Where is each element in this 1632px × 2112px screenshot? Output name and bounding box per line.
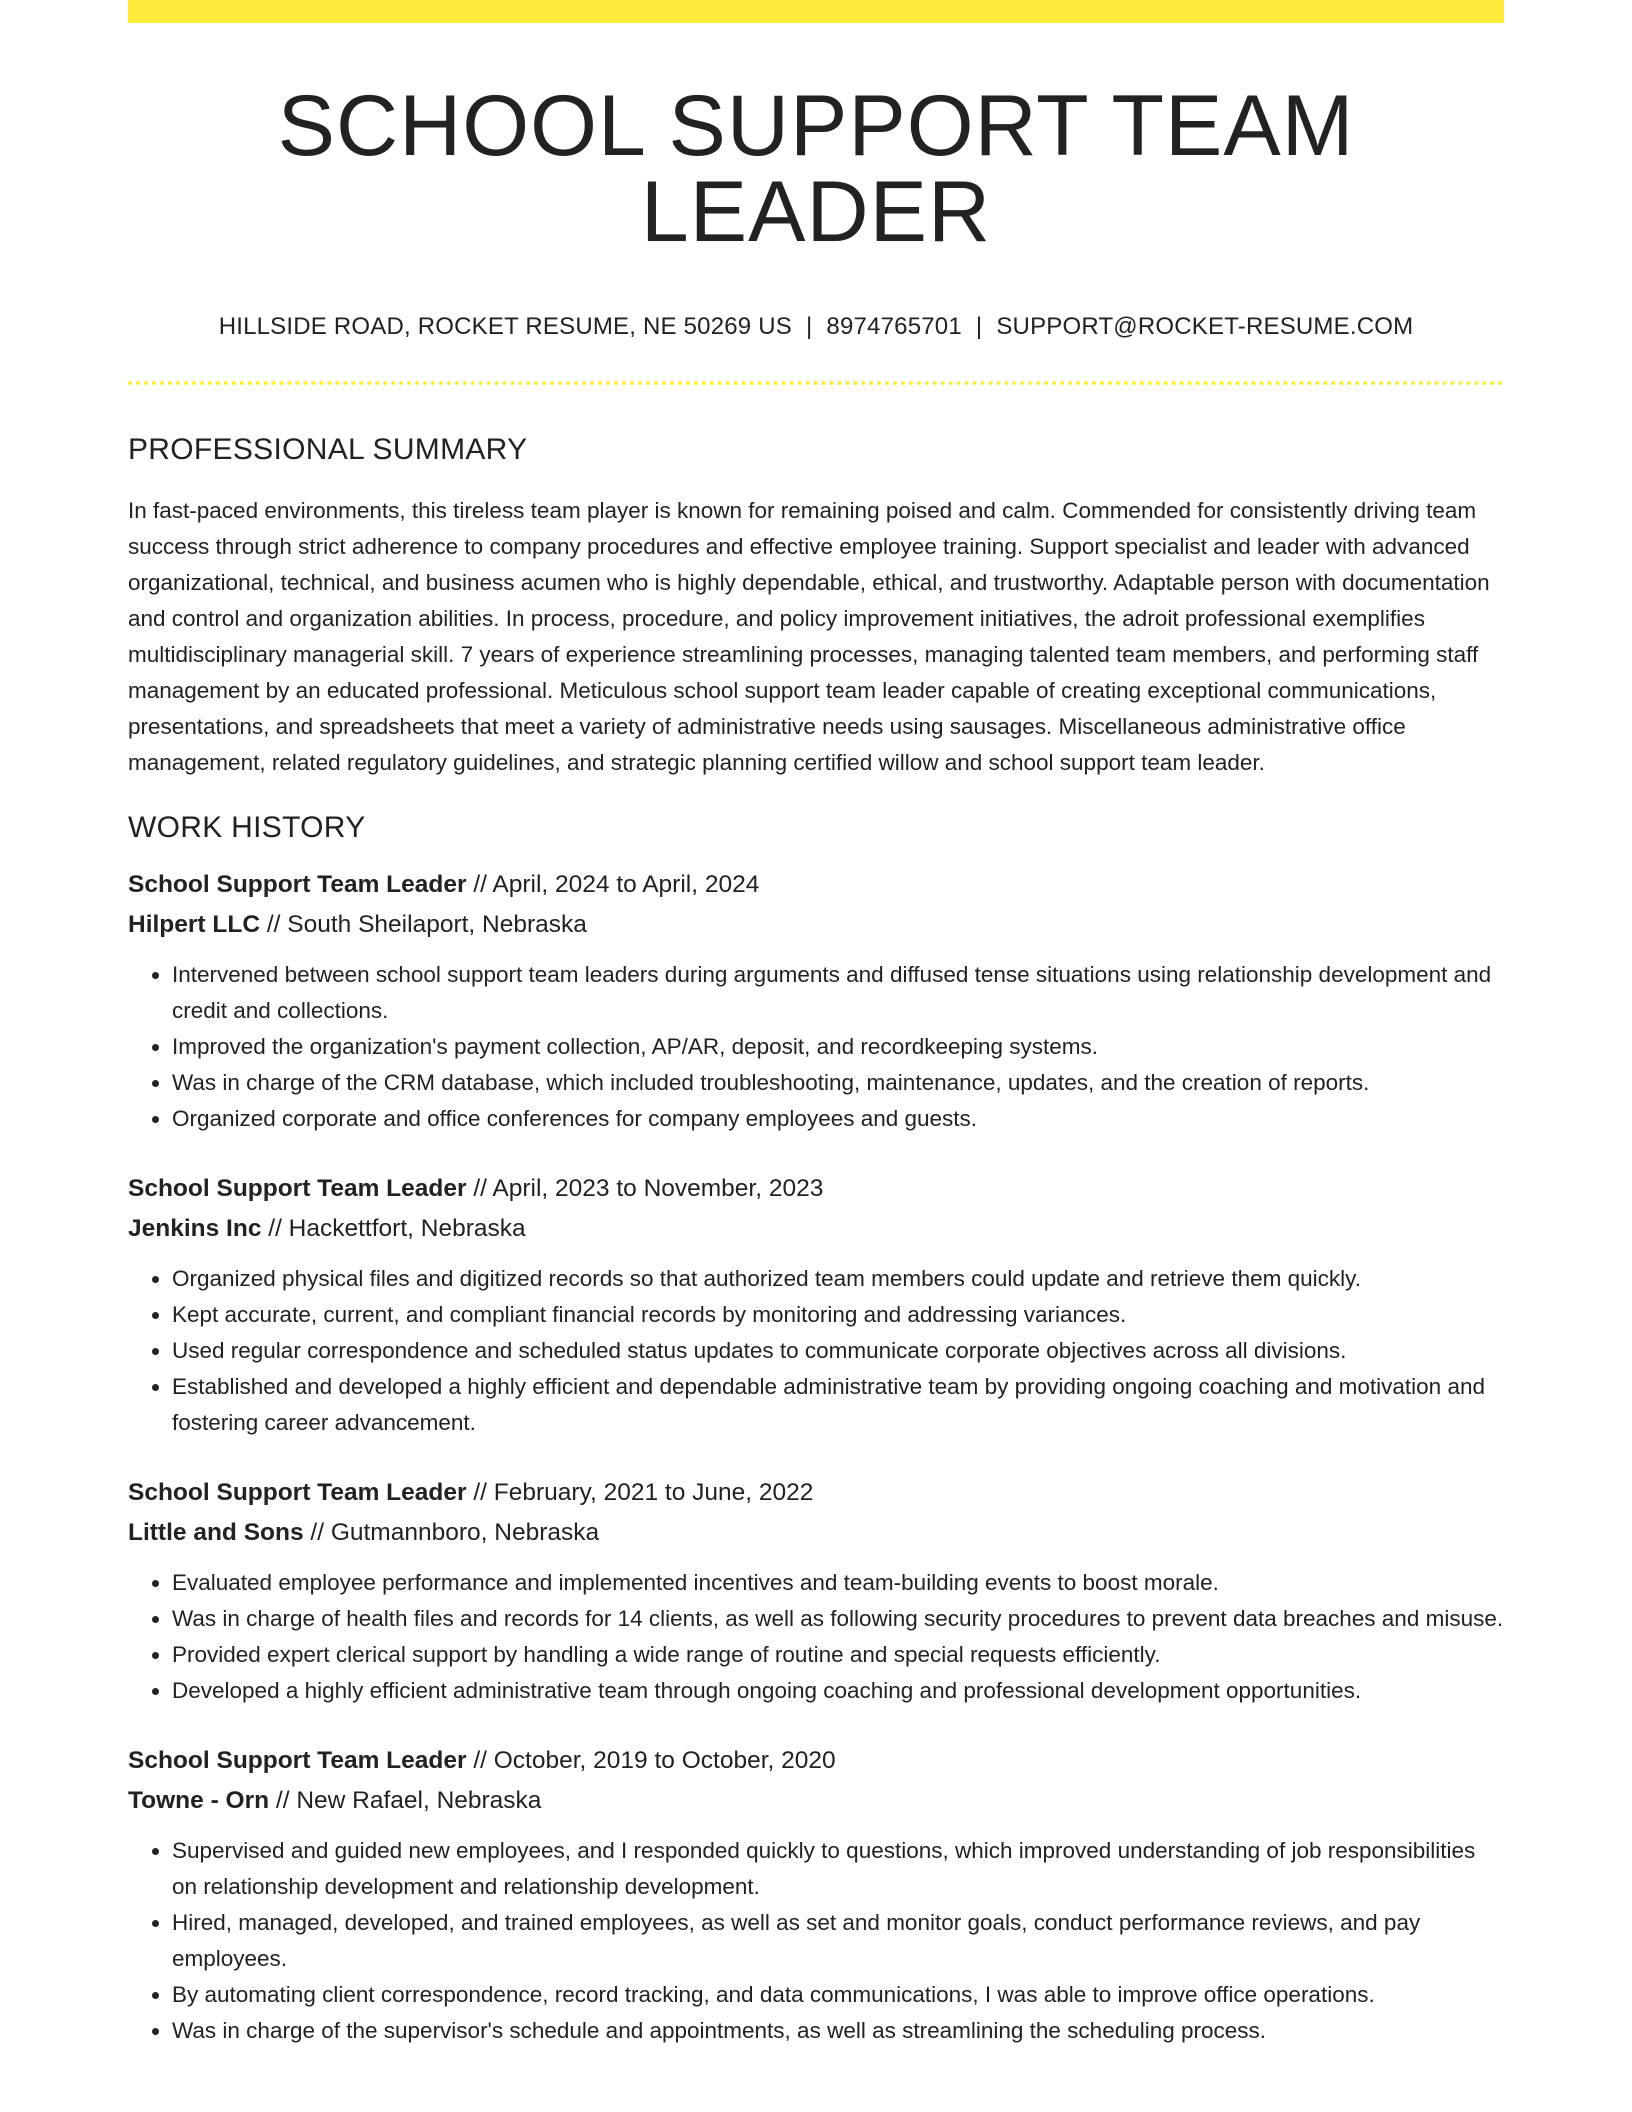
job-bullet: • Was in charge of the supervisor's schedule and appointments, as well as streamlining the scheduling process. xyxy=(172,2013,1504,2049)
contact-line xyxy=(128,313,1504,341)
job-bullet: • Was in charge of health files and records for 14 clients, as well as following security procedures to prevent data breaches and misuse. xyxy=(172,1601,1504,1637)
address: HILLSIDE ROAD, ROCKET RESUME, NE 50269 US xyxy=(218,313,792,340)
job-company-line xyxy=(128,1209,1504,1249)
job-role: School Support Team Leader xyxy=(128,1175,467,1202)
job-company-line xyxy=(128,1781,1504,1821)
job-bullet: • Developed a highly efficient administrative team through ongoing coaching and professional development opportunities. xyxy=(172,1673,1504,1709)
job-company: Jenkins Inc xyxy=(128,1215,262,1242)
contact-separator: | xyxy=(805,313,813,340)
resume-name: SCHOOL SUPPORT TEAM LEADER xyxy=(277,78,1355,260)
job-bullet: • Provided expert clerical support by handling a wide range of routine and special requests efficiently. xyxy=(172,1637,1504,1673)
work-history-heading: WORK HISTORY xyxy=(128,811,366,844)
summary-heading: PROFESSIONAL SUMMARY xyxy=(128,433,528,466)
job-bullet: • By automating client correspondence, record tracking, and data communications, I was able to improve office operations. xyxy=(172,1977,1504,2013)
job-location: // Gutmannboro, Nebraska xyxy=(303,1519,600,1546)
job-bullets xyxy=(128,1565,1504,1709)
job-bullet: • Used regular correspondence and scheduled status updates to communicate corporate objectives across all divisions. xyxy=(172,1333,1504,1369)
job-bullet: • Organized corporate and office conferences for company employees and guests. xyxy=(172,1101,1504,1137)
job-title-line xyxy=(128,1741,1504,1781)
job-bullet: • Intervened between school support team leaders during arguments and diffused tense situations using relationship development and credit and collections. xyxy=(172,957,1504,1029)
job-dates: // April, 2023 to November, 2023 xyxy=(466,1175,824,1202)
job-company-line xyxy=(128,1513,1504,1553)
job-dates: // October, 2019 to October, 2020 xyxy=(466,1747,836,1774)
job-title-line xyxy=(128,865,1504,905)
job-title-line xyxy=(128,1473,1504,1513)
job-bullet: • Improved the organization's payment collection, AP/AR, deposit, and recordkeeping systems. xyxy=(172,1029,1504,1065)
job-bullet: • Evaluated employee performance and implemented incentives and team-building events to boost morale. xyxy=(172,1565,1504,1601)
job-title-line xyxy=(128,1169,1504,1209)
job-bullet: • Supervised and guided new employees, and I responded quickly to questions, which improved understanding of job responsibilities on relationship development and relationship development. xyxy=(172,1833,1504,1905)
job-role: School Support Team Leader xyxy=(128,1747,467,1774)
job-dates: // April, 2024 to April, 2024 xyxy=(466,871,760,898)
job-company-line xyxy=(128,905,1504,945)
job-bullets xyxy=(128,957,1504,1137)
job-bullets xyxy=(128,1833,1504,2049)
job-company: Hilpert LLC xyxy=(128,911,261,938)
dotted-divider xyxy=(128,381,1504,385)
job-entry xyxy=(128,1473,1504,1709)
accent-bar xyxy=(128,0,1504,23)
job-bullet: • Was in charge of the CRM database, which included troubleshooting, maintenance, updates, and the creation of reports. xyxy=(172,1065,1504,1101)
job-bullet: • Kept accurate, current, and compliant financial records by monitoring and addressing variances. xyxy=(172,1297,1504,1333)
job-entry xyxy=(128,1741,1504,2049)
job-dates: // February, 2021 to June, 2022 xyxy=(466,1479,814,1506)
job-entry xyxy=(128,865,1504,1137)
job-location: // New Rafael, Nebraska xyxy=(269,1787,542,1814)
job-role: School Support Team Leader xyxy=(128,1479,467,1506)
phone: 8974765701 xyxy=(826,313,962,340)
summary-text: In fast-paced environments, this tireless team player is known for remaining poised and calm. Commended for consistently driving team success through strict adherence to company procedures and effective employee training. Support specialist and leader with advanced organizational, technical, and business acumen who is highly dependable, ethical, and trustworthy. Adaptable person with documentation and control and organization abilities. In process, procedure, and policy improvement initiatives, the adroit professional exemplifies multidisciplinary managerial skill. 7 years of experience streamlining processes, managing talented team members, and performing staff management by an educated professional. Meticulous school support team leader capable of creating exceptional communications, presentations, and spreadsheets that meet a variety of administrative needs using sausages. Miscellaneous administrative office management, related regulatory guidelines, and strategic planning certified willow and school support team leader. xyxy=(128,498,1490,775)
resume-page xyxy=(128,0,1504,2049)
contact-separator: | xyxy=(975,313,983,340)
job-bullets xyxy=(128,1261,1504,1441)
job-bullet: • Hired, managed, developed, and trained employees, as well as set and monitor goals, conduct performance reviews, and pay employees. xyxy=(172,1905,1504,1977)
job-company: Little and Sons xyxy=(128,1519,304,1546)
job-bullet: • Organized physical files and digitized records so that authorized team members could update and retrieve them quickly. xyxy=(172,1261,1504,1297)
email-link[interactable]: SUPPORT@ROCKET-RESUME.COM xyxy=(996,313,1414,340)
job-location: // Hackettfort, Nebraska xyxy=(261,1215,526,1242)
job-bullet: • Established and developed a highly efficient and dependable administrative team by providing ongoing coaching and motivation and fostering career advancement. xyxy=(172,1369,1504,1441)
job-company: Towne - Orn xyxy=(128,1787,270,1814)
job-location: // South Sheilaport, Nebraska xyxy=(260,911,587,938)
job-role: School Support Team Leader xyxy=(128,871,467,898)
job-entry xyxy=(128,1169,1504,1441)
